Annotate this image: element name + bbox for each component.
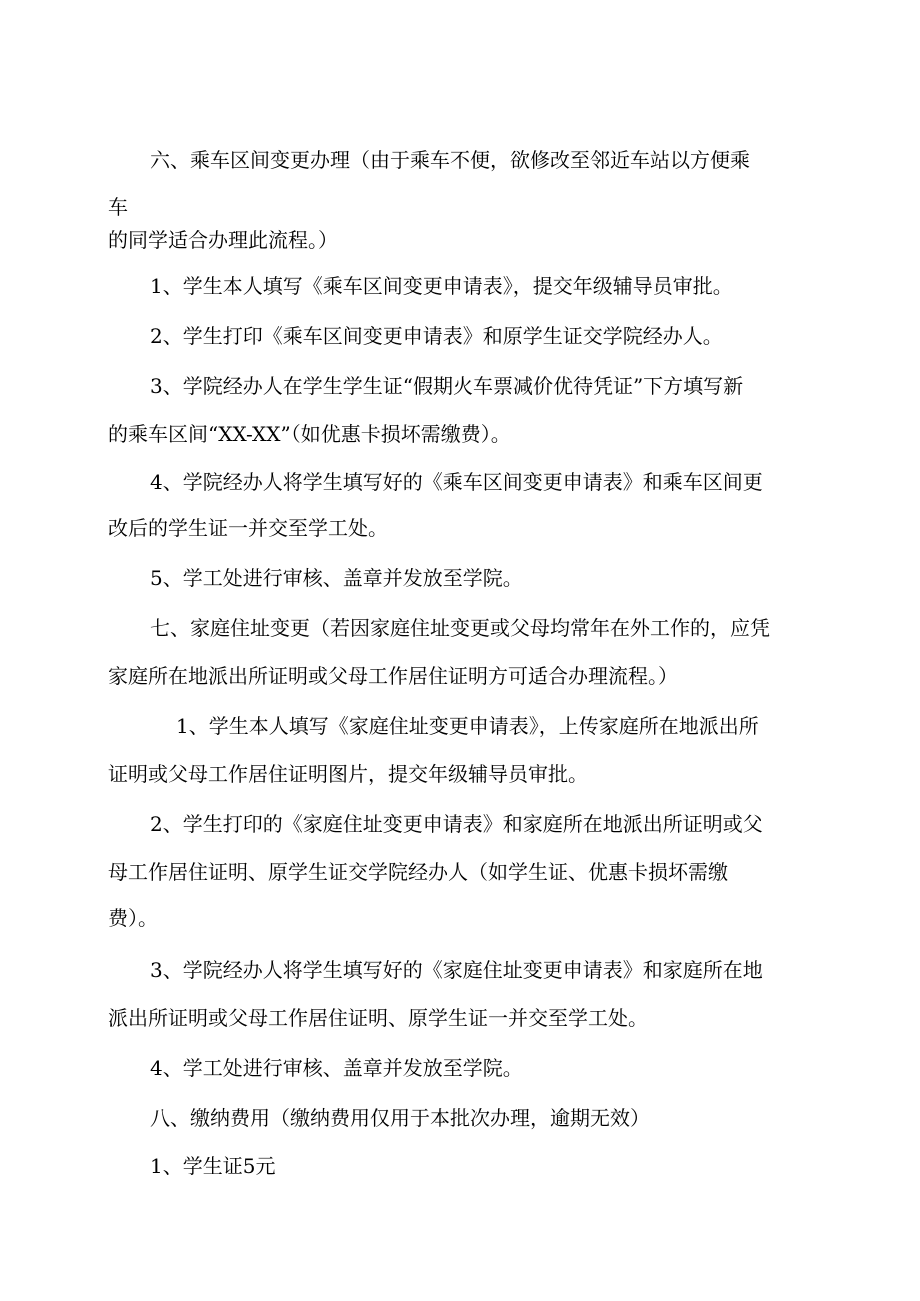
section-6-step-4-line-2: 改后的学生证一并交至学工处。 <box>108 516 388 540</box>
section-6-step-3-line-1: 3、学院经办人在学生学生证“假期火车票减价优待凭证”下方填写新 <box>150 374 744 398</box>
section-6-heading-line-2: 车 <box>108 195 128 219</box>
section-7-step-1-line-1: 1、学生本人填写《家庭住址变更申请表》，上传家庭所在地派出所 <box>176 714 759 738</box>
section-7-step-4: 4、学工处进行审核、盖章并发放至学院。 <box>150 1056 523 1080</box>
section-6-step-1: 1、学生本人填写《乘车区间变更申请表》，提交年级辅导员审批。 <box>150 274 733 298</box>
section-6-step-3-line-2: 的乘车区间“XX-XX”（如优惠卡损坏需缴费）。 <box>108 422 511 446</box>
section-7-heading-line-2: 家庭所在地派出所证明或父母工作居住证明方可适合办理流程。） <box>108 664 678 688</box>
section-7-step-1-line-2: 证明或父母工作居住证明图片，提交年级辅导员审批。 <box>108 762 588 786</box>
section-7-step-3-line-1: 3、学院经办人将学生填写好的《家庭住址变更申请表》和家庭所在地 <box>150 958 763 982</box>
section-8-heading: 八、缴纳费用（缴纳费用仅用于本批次办理，逾期无效） <box>150 1106 650 1130</box>
section-8-item-1: 1、学生证5元 <box>150 1154 276 1178</box>
section-7-heading-line-1: 七、家庭住址变更（若因家庭住址变更或父母均常年在外工作的，应凭 <box>150 616 770 640</box>
section-7-step-2-line-1: 2、学生打印的《家庭住址变更申请表》和家庭所在地派出所证明或父 <box>150 812 763 836</box>
section-7-step-2-line-2: 母工作居住证明、原学生证交学院经办人（如学生证、优惠卡损坏需缴 <box>108 860 728 884</box>
section-7-step-3-line-2: 派出所证明或父母工作居住证明、原学生证一并交至学工处。 <box>108 1006 648 1030</box>
section-6-heading-line-1: 六、乘车区间变更办理（由于乘车不便，欲修改至邻近车站以方便乘 <box>150 148 750 172</box>
section-6-step-2: 2、学生打印《乘车区间变更申请表》和原学生证交学院经办人。 <box>150 324 723 348</box>
section-7-step-2-line-3: 费）。 <box>108 906 158 930</box>
section-6-step-4-line-1: 4、学院经办人将学生填写好的《乘车区间变更申请表》和乘车区间更 <box>150 470 763 494</box>
section-6-step-5: 5、学工处进行审核、盖章并发放至学院。 <box>150 566 523 590</box>
section-6-heading-line-3: 的同学适合办理此流程。） <box>108 228 338 252</box>
